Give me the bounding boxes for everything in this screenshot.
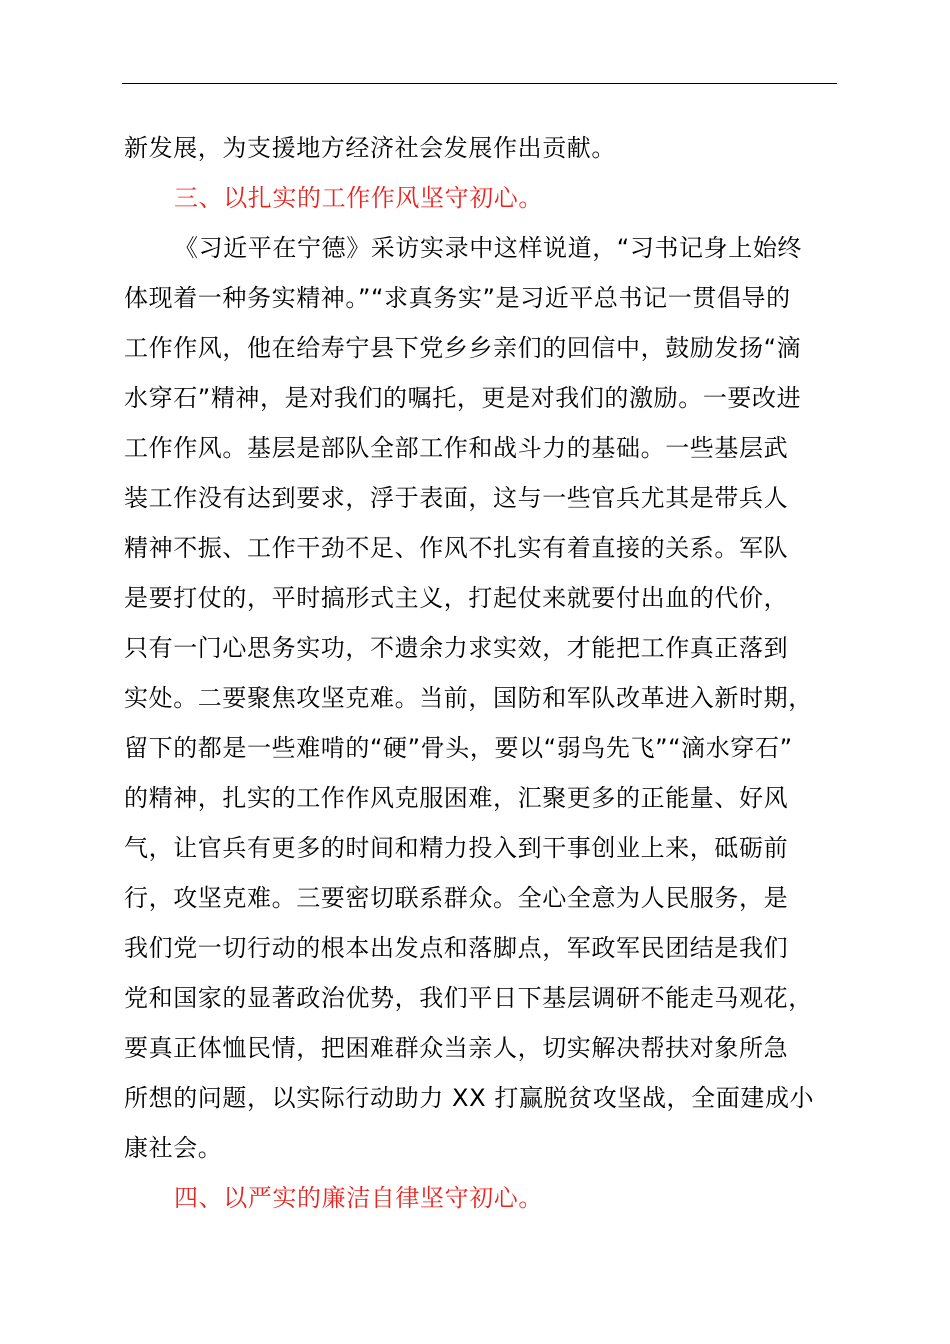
paragraph-line: 精神不振、工作干劲不足、作风不扎实有着直接的关系。军队 bbox=[124, 534, 789, 562]
paragraph-line: 工作作风。基层是部队全部工作和战斗力的基础。一些基层武 bbox=[124, 434, 789, 462]
paragraph-line: 留下的都是一些难啃的“硬”骨头，要以“弱鸟先飞”“滴水穿石” bbox=[124, 734, 793, 762]
paragraph-line: 体现着一种务实精神。”“求真务实”是习近平总书记一贯倡导的 bbox=[124, 284, 791, 312]
section-3-heading: 三、以扎实的工作作风坚守初心。 bbox=[174, 184, 543, 212]
paragraph-line: 行，攻坚克难。三要密切联系群众。全心全意为人民服务，是 bbox=[124, 884, 789, 912]
paragraph-line: 工作作风，他在给寿宁县下党乡乡亲们的回信中，鼓励发扬“滴 bbox=[124, 334, 802, 362]
section-3-paragraph bbox=[124, 223, 836, 1173]
header-rule bbox=[122, 83, 837, 84]
section-4-heading: 四、以严实的廉洁自律坚守初心。 bbox=[174, 1184, 543, 1212]
paragraph-line: 《习近平在宁德》采访实录中这样说道，“习书记身上始终 bbox=[174, 234, 803, 262]
page-body bbox=[124, 123, 836, 1223]
paragraph-line: 所想的问题，以实际行动助力 XX 打赢脱贫攻坚战，全面建成小 bbox=[124, 1084, 815, 1112]
continuation-line: 新发展，为支援地方经济社会发展作出贡献。 bbox=[124, 134, 616, 162]
paragraph-line: 气，让官兵有更多的时间和精力投入到干事创业上来，砥砺前 bbox=[124, 834, 789, 862]
paragraph-line: 水穿石”精神，是对我们的嘱托，更是对我们的激励。一要改进 bbox=[124, 384, 802, 412]
paragraph-line: 的精神，扎实的工作作风克服困难，汇聚更多的正能量、好风 bbox=[124, 784, 789, 812]
paragraph-line: 我们党一切行动的根本出发点和落脚点，军政军民团结是我们 bbox=[124, 934, 789, 962]
paragraph-line: 要真正体恤民情，把困难群众当亲人，切实解决帮扶对象所急 bbox=[124, 1034, 789, 1062]
paragraph-line: 装工作没有达到要求，浮于表面，这与一些官兵尤其是带兵人 bbox=[124, 484, 789, 512]
paragraph-line: 只有一门心思务实功，不遗余力求实效，才能把工作真正落到 bbox=[124, 634, 789, 662]
paragraph-line: 康社会。 bbox=[124, 1134, 223, 1162]
paragraph-line: 党和国家的显著政治优势，我们平日下基层调研不能走马观花， bbox=[124, 984, 813, 1012]
paragraph-line: 实处。二要聚焦攻坚克难。当前，国防和军队改革进入新时期， bbox=[124, 684, 813, 712]
paragraph-line: 是要打仗的，平时搞形式主义，打起仗来就要付出血的代价， bbox=[124, 584, 789, 612]
